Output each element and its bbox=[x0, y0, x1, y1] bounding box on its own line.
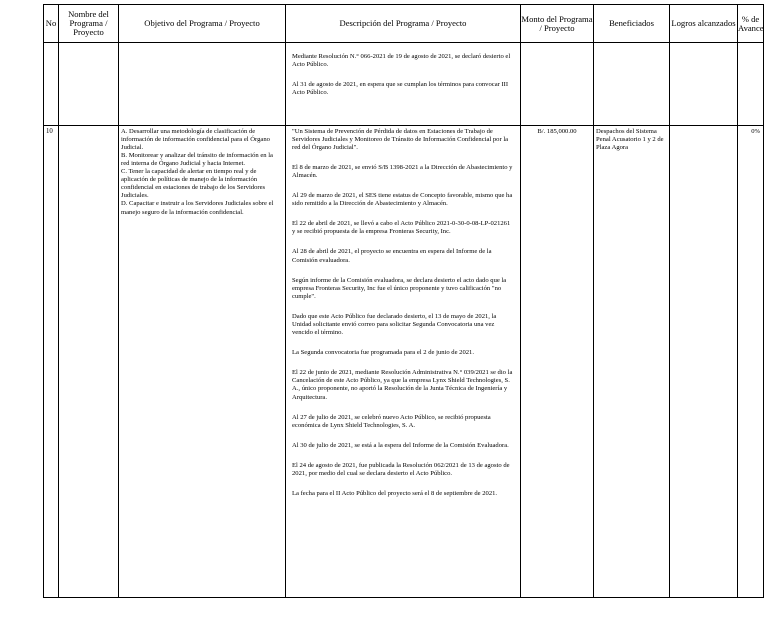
row-number: 10 bbox=[46, 127, 53, 135]
description-paragraph: Al 29 de marzo de 2021, el SES tiene estatus de Concepto favorable, mismo que ha sido remitido a la Dirección de Abastecimiento y Almacén. bbox=[292, 192, 513, 208]
objective-item: B. Monitorear y analizar del tránsito de información en la red interna de Órgano Judicial y hacia Internet. bbox=[121, 151, 273, 167]
description-paragraph: Al 31 de agosto de 2021, en espera que se cumplan los términos para convocar III Acto Público. bbox=[292, 81, 509, 97]
cell-logros bbox=[670, 43, 738, 125]
description-paragraph: "Un Sistema de Prevención de Pérdida de datos en Estaciones de Trabajo de Servidores Judiciales y Monitoreo de Tránsito de Información Confidencial por la red del Órgano Judicial". bbox=[292, 127, 509, 151]
table-row bbox=[44, 43, 764, 125]
header-objetivo: Objetivo del Programa / Proyecto bbox=[119, 5, 286, 43]
cell-no bbox=[44, 125, 59, 597]
description-paragraph: Según informe de la Comisión evaluadora, se declara desierto el acto dado que la empresa Fronteras Security, Inc fue el único proponente y tuvo calificación "no cumple". bbox=[292, 276, 507, 300]
description-paragraph: El 8 de marzo de 2021, se envió S/B 1398-2021 a la Dirección de Abastecimiento y Almacén. bbox=[292, 163, 513, 179]
programs-table bbox=[43, 4, 764, 598]
header-avance: % de Avance bbox=[738, 5, 764, 43]
cell-objetivo bbox=[119, 125, 286, 597]
objective-item: C. Tener la capacidad de alertar en tiempo real y de aplicación de políticas de manejo de la información confidencial en estaciones de trabajo de los Servidores Judiciales. bbox=[121, 168, 266, 200]
header-descripcion: Descripción del Programa / Proyecto bbox=[286, 5, 521, 43]
description-paragraph: La fecha para el II Acto Público del proyecto será el 8 de septiembre de 2021. bbox=[292, 490, 498, 498]
cell-beneficiados bbox=[594, 43, 670, 125]
header-logros: Logros alcanzados bbox=[670, 5, 738, 43]
objective-item: D. Capacitar e instruir a los Servidores Judiciales sobre el manejo seguro de la información confidencial. bbox=[121, 200, 274, 216]
description-paragraph: Al 30 de julio de 2021, se está a la espera del Informe de la Comisión Evaluadora. bbox=[292, 441, 509, 449]
beneficiaries-value: Despachos del Sistema Penal Acusatorio 1 y 2 de Plaza Agora bbox=[596, 127, 664, 151]
cell-avance bbox=[738, 125, 764, 597]
header-no: No bbox=[44, 5, 59, 43]
table-header-row bbox=[44, 5, 764, 43]
table-row bbox=[44, 125, 764, 597]
cell-descripcion bbox=[286, 43, 521, 125]
cell-nombre bbox=[59, 43, 119, 125]
cell-nombre bbox=[59, 125, 119, 597]
description-paragraph: Mediante Resolución N.° 066-2021 de 19 de agosto de 2021, se declaró desierto el Acto Público. bbox=[292, 53, 511, 69]
header-monto: Monto del Programa / Proyecto bbox=[521, 5, 594, 43]
cell-avance bbox=[738, 43, 764, 125]
description-paragraph: Al 28 de abril de 2021, el proyecto se encuentra en espera del Informe de la Comisión evaluadora. bbox=[292, 248, 492, 264]
objective-item: A. Desarrollar una metodología de clasificación de información de información confidencial para el Órgano Judicial. bbox=[121, 127, 270, 151]
cell-no bbox=[44, 43, 59, 125]
progress-percent: 0% bbox=[751, 127, 760, 135]
cell-logros bbox=[670, 125, 738, 597]
description-paragraph: El 22 de abril de 2021, se llevó a cabo el Acto Público 2021-0-30-0-08-LP-021261 y se recibió propuesta de la empresa Fronteras Security, Inc. bbox=[292, 220, 511, 236]
description-paragraph: La Segunda convocatoria fue programada para el 2 de junio de 2021. bbox=[292, 349, 474, 357]
description-paragraph: El 22 de junio de 2021, mediante Resolución Administrativa N.° 039/2021 se dio la Cancelación de este Acto Público, ya que la empresa Lynx Shield Technologies, S. A., único proponente, no aportó la Resolución de la Junta Técnica de Ingeniería y Arquitectura. bbox=[292, 369, 513, 401]
achievements-value bbox=[670, 126, 737, 128]
cell-monto bbox=[521, 43, 594, 125]
program-name bbox=[59, 126, 118, 128]
cell-beneficiados bbox=[594, 125, 670, 597]
cell-descripcion bbox=[286, 125, 521, 597]
cell-objetivo bbox=[119, 43, 286, 125]
amount-value: B/. 185,000.00 bbox=[537, 127, 577, 135]
header-nombre: Nombre del Programa / Proyecto bbox=[59, 5, 119, 43]
description-paragraph: Dado que este Acto Público fue declarado desierto, el 13 de mayo de 2021, la Unidad solicitante envió correo para solicitar Segunda Convocatoria una vez vencido el término. bbox=[292, 312, 497, 337]
header-beneficiados: Beneficiados bbox=[594, 5, 670, 43]
description-paragraph: Al 27 de julio de 2021, se celebró nuevo Acto Público, se recibió propuesta económica de Lynx Shield Technologies, S. A. bbox=[292, 413, 491, 429]
description-paragraph: El 24 de agosto de 2021, fue publicada la Resolución 062/2021 de 13 de agosto de 2021, por medio del cual se declara desierto el Acto Público. bbox=[292, 461, 510, 478]
cell-monto bbox=[521, 125, 594, 597]
